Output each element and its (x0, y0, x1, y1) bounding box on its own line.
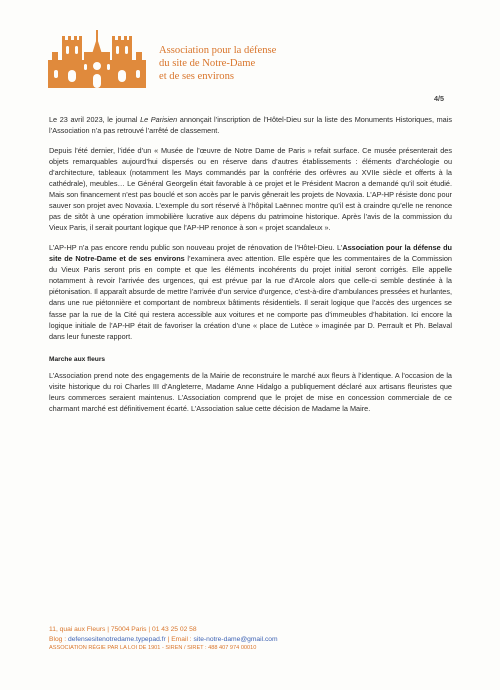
paragraph-museum-project: Depuis l’été dernier, l’idée d’un « Musée de l’œuvre de Notre Dame de Paris » refait surface. Ce musée présenterait des objets remarquables aujourd’hui dispersés ou en réserve dans d’autres établissements : éléments d’archéologie ou d’architecture, tableaux (notamment les Mays commandés par la confrérie des orfèvres au XVIIe siècle et offerts à la cathédrale), meubles… Le Général Georgelin était favorable à ce projet et le Président Macron a demandé qu’il soit étudié. Mais son financement n’est pas bouclé et son accès par le parvis gênerait les projets de Novaxia. L’AP-HP résiste donc pour sauver son projet avec Novaxia. L’exemple du sort réservé à l’hôpital Laënnec montre qu’il est à craindre qu’elle ne renonce pas de sitôt à une opération immobilière lucrative aux dépens du patrimoine historique. Après l’avis de la commission du Vieux Paris, il serait pourtant logique que l’AP-HP renonce à son « projet scandaleux ». (49, 145, 452, 233)
p3-text-a: L’AP-HP n’a pas encore rendu public son nouveau projet de rénovation de l’Hôtel-Dieu. L’ (49, 242, 343, 252)
association-name-bold: Association pour la défense du site de Notre-Dame et de ses environs (49, 242, 452, 264)
paragraph-flower-market: L’Association prend note des engagements de la Mairie de reconstruire le marché aux fleurs à l’identique. A l’occasion de la visite historique du roi Charles III d’Angleterre, Madame Anne Hidalgo a publiquement déclaré aux artisans fleuristes que leurs commerces seraient maintenus. L’Association comprend que le projet de mise en concession commerciale de ce charmant marché est définitivement écarté. L’Association salue cette décision de Madame la Maire. (49, 370, 452, 414)
p3-text-c: l’examinera avec attention. Elle espère que les commentaires de la Commission du Vieux Paris seront pris en compte et que les éléments incohérents du projet initial seront corrigés. Elle appelle notamment à revoir l’arrivée des urgences, qui est prévue par la rue d’Arcole alors que celle-ci semble destinée à la piétonisation. Il apparaît absurde de mettre l’arrivée d’un service d’urgence, c’est-à-dire d’ambulances pressées et hurlantes, dans une rue piétonnière et comportant de nombreux bâtiments résidentiels. Il serait logique que l’accès des urgences se fasse par la rue de la Cité qui restera accessible aux voitures et ne comporte pas d’immeubles d’habitation. Ici encore la logique initiale de l’AP-HP était de favoriser la création d’une « place de Lutèce » imaginée par D. Perrault et Ph. Belaval dans leur funeste rapport. (49, 254, 452, 341)
footer (49, 625, 469, 654)
p1-text-b: annonçait l’inscription de l’Hôtel-Dieu sur la liste des Monuments Historiques, mais l’Association n’a pas retrouvé l’arrêté de classement. (49, 115, 452, 136)
paragraph-renovation-project (49, 242, 452, 342)
page-number: 4/5 (434, 94, 444, 103)
email-label: | Email : (165, 635, 194, 643)
letterhead (48, 30, 468, 90)
paragraph-hotel-dieu-listing (49, 114, 452, 136)
section-title-flower-market: Marche aux fleurs (49, 355, 106, 363)
org-line-1: Association pour la défense (159, 45, 277, 56)
org-line-2: du site de Notre-Dame (159, 58, 256, 69)
blog-link[interactable]: defensesitenotredame.typepad.fr (67, 635, 166, 643)
notre-dame-logo (48, 30, 146, 88)
p1-text-a: Le 23 avril 2023, le journal (49, 115, 141, 124)
footer-legal: ASSOCIATION RÉGIE PAR LA LOI DE 1901 - SIREN / SIRET : 488 407 974 00010 (49, 645, 257, 652)
footer-address: 11, quai aux Fleurs | 75004 Paris | 01 43 25 02 58 (49, 626, 197, 633)
newspaper-name: Le Parisien (140, 115, 178, 124)
email-link[interactable]: site-notre-dame@gmail.com (193, 635, 278, 643)
footer-contact (49, 635, 469, 645)
org-line-3: et de ses environs (159, 71, 235, 82)
letter-body (49, 114, 452, 423)
organization-name (159, 44, 276, 83)
blog-label: Blog : (49, 635, 68, 643)
